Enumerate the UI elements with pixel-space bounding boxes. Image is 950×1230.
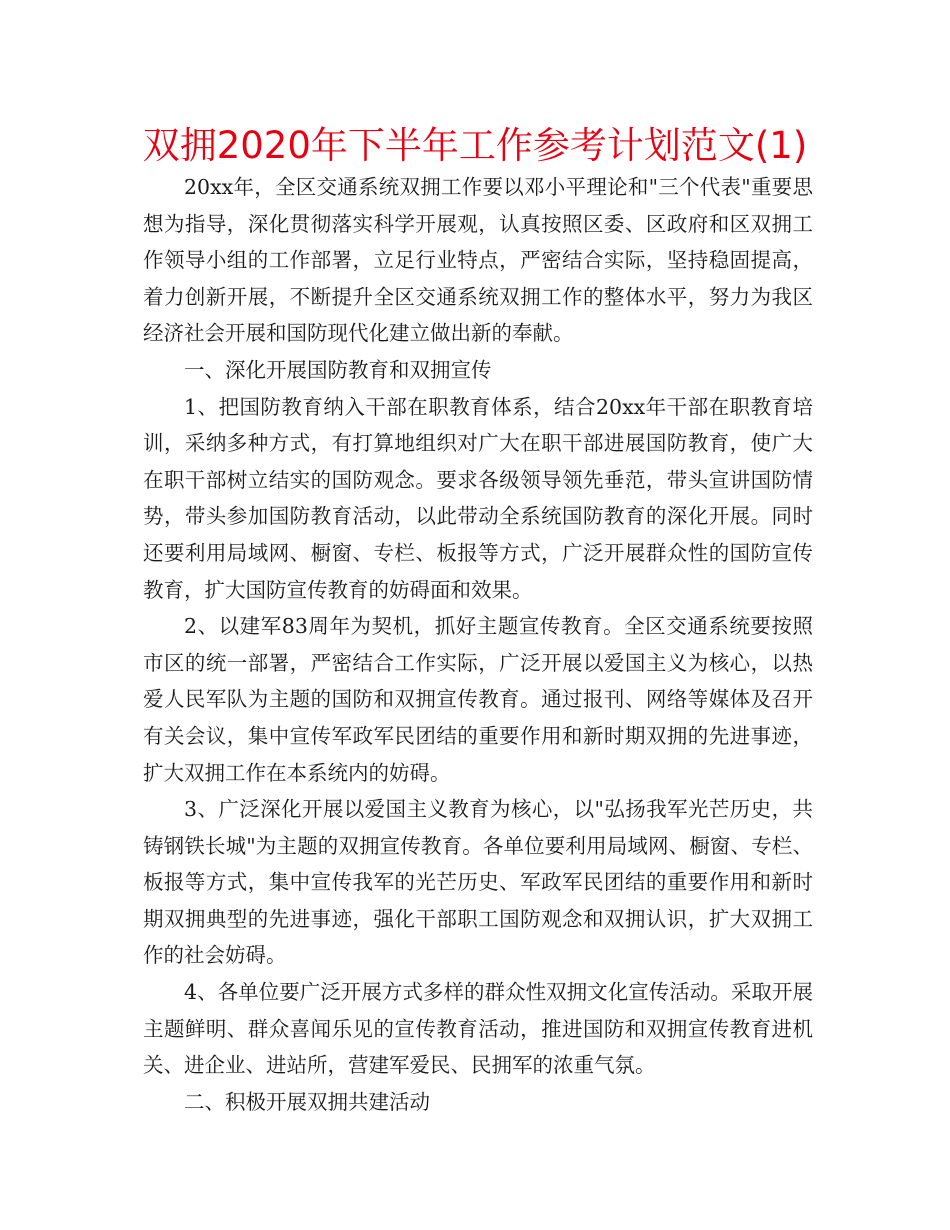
section-heading-1: 一、深化开展国防教育和双拥宣传 <box>184 357 492 382</box>
paragraph-item-2: 2、以建军83周年为契机，抓好主题宣传教育。全区交通系统要按照市区的统一部署，严密结合工作实际，广泛开展以爱国主义为核心，以热爱人民军队为主题的国防和双拥宣传教育。通过报刊、网络等媒体及召开有关会议，集中宣传军政军民团结的重要作用和新时期双拥的先进事迹，扩大双拥工作在本系统内的妨碍。 <box>143 614 813 785</box>
paragraph-intro: 20xx年，全区交通系统双拥工作要以邓小平理论和"三个代表"重要思想为指导，深化贯彻落实科学开展观，认真按照区委、区政府和区双拥工作领导小组的工作部署，立足行业特点，严密结合实际，坚持稳固提高，着力创新开展，不断提升全区交通系统双拥工作的整体水平，努力为我区经济社会开展和国防现代化建立做出新的奉献。 <box>143 175 813 346</box>
paragraph-item-4: 4、各单位要广泛开展方式多样的群众性双拥文化宣传活动。采取开展主题鲜明、群众喜闻乐见的宣传教育活动，推进国防和双拥宣传教育进机关、进企业、进站所，营建军爱民、民拥军的浓重气氛。 <box>143 980 813 1078</box>
document-body <box>143 169 813 1120</box>
section-heading-2: 二、积极开展双拥共建活动 <box>184 1089 430 1114</box>
paragraph-item-3: 3、广泛深化开展以爱国主义教育为核心，以"弘扬我军光芒历史，共铸钢铁长城"为主题的双拥宣传教育。各单位要利用局域网、橱窗、专栏、板报等方式，集中宣传我军的光芒历史、军政军民团结的重要作用和新时期双拥典型的先进事迹，强化干部职工国防观念和双拥认识，扩大双拥工作的社会妨碍。 <box>143 797 813 968</box>
paragraph-item-1: 1、把国防教育纳入干部在职教育体系，结合20xx年干部在职教育培训，采纳多种方式，有打算地组织对广大在职干部进展国防教育，使广大在职干部树立结实的国防观念。要求各级领导领先垂范，带头宣讲国防情势，带头参加国防教育活动，以此带动全系统国防教育的深化开展。同时还要利用局域网、橱窗、专栏、板报等方式，广泛开展群众性的国防宣传教育，扩大国防宣传教育的妨碍面和效果。 <box>143 394 813 602</box>
document-title: 双拥2020年下半年工作参考计划范文(1) <box>142 124 808 167</box>
